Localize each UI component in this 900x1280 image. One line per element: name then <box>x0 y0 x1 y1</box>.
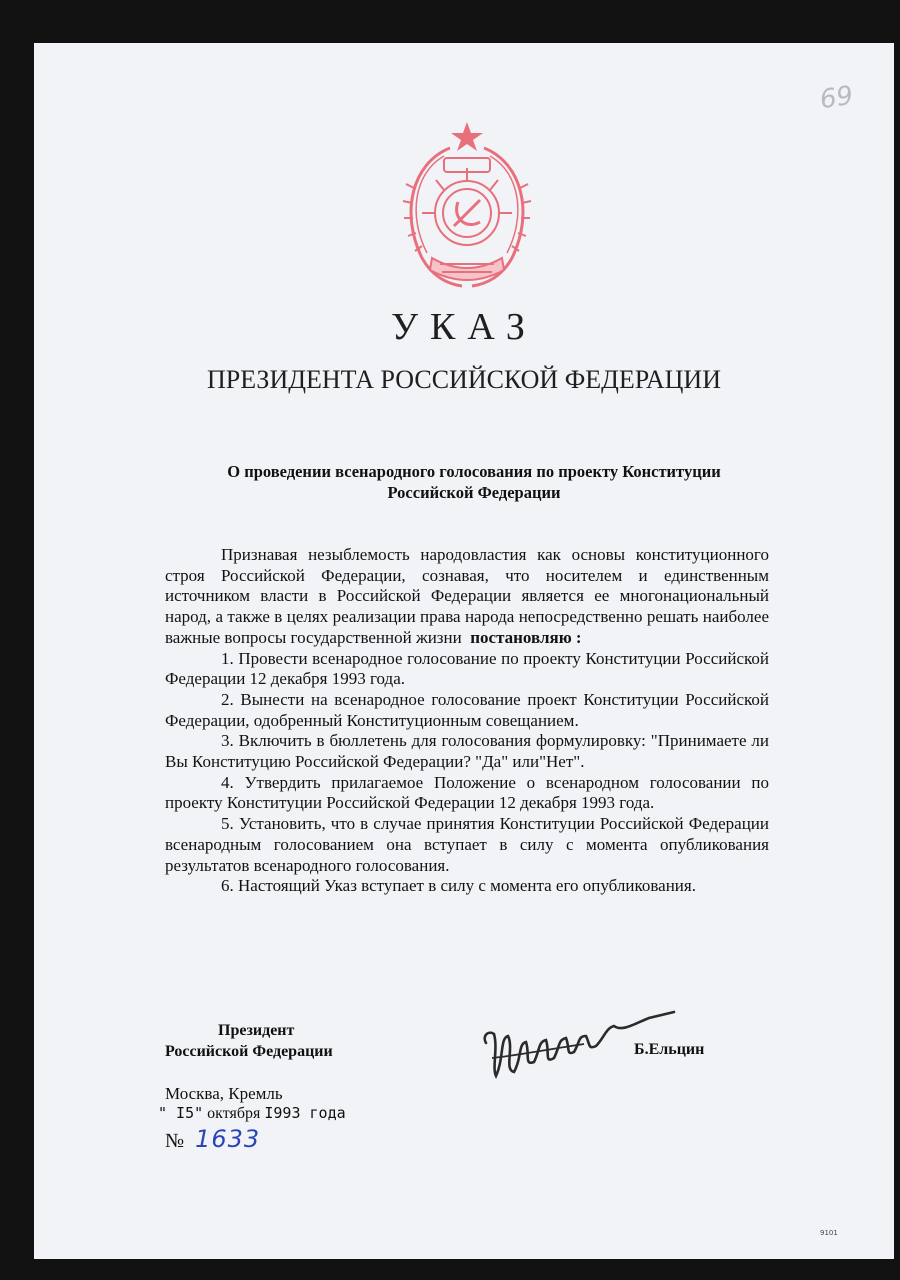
decree-item-2: 2. Вынести на всенародное голосование проект Конституции Российской Федерации, одобренный Конституционным совещанием. <box>165 689 769 730</box>
decree-title: УКАЗ <box>391 306 537 348</box>
signatory-title <box>165 1020 333 1062</box>
coat-of-arms-emblem <box>392 118 542 298</box>
decree-item-5: 5. Установить, что в случае принятия Конституции Российской Федерации всенародным голосованием она вступает в силу с момента опубликования результатов всенародного голосования. <box>165 814 769 875</box>
heading-line-2: Российской Федерации <box>387 483 561 502</box>
signing-place: Москва, Кремль <box>165 1084 283 1103</box>
date-day: " I5" <box>158 1104 204 1122</box>
decree-subtitle: ПРЕЗИДЕНТА РОССИЙСКОЙ ФЕДЕРАЦИИ <box>207 365 721 394</box>
signatory-name: Б.Ельцин <box>634 1041 705 1058</box>
decree-body <box>165 545 769 897</box>
decree-heading <box>174 461 774 503</box>
date-month: октября <box>207 1105 261 1122</box>
decree-item-4: 4. Утвердить прилагаемое Положение о всенародном голосовании по проекту Конституции Российской Федерации 12 декабря 1993 года. <box>165 772 769 813</box>
intro-paragraph <box>165 545 769 649</box>
date-year: I993 года <box>264 1104 346 1122</box>
intro-text: Признавая незыблемость народовластия как основы конституционного строя Российской Федерации, сознавая, что носителем и единственным источником власти в Российской Федерации является ее многонациональный народ, а также в целях реализации права народа непосредственно решать наиболее важные вопросы государственной жизни <box>165 545 769 647</box>
decree-item-3: 3. Включить в бюллетень для голосования формулировку: "Принимаете ли Вы Конституцию Российской Федерации? "Да" или"Нет". <box>165 731 769 772</box>
signatory-title-line-2: Российской Федерации <box>165 1043 333 1060</box>
decree-number <box>165 1125 260 1153</box>
heading-line-1: О проведении всенародного голосования по проекту Конституции <box>227 462 721 481</box>
decree-item-1: 1. Провести всенародное голосование по проекту Конституции Российской Федерации 12 декабря 1993 года. <box>165 648 769 689</box>
signing-date <box>158 1104 346 1123</box>
document-page <box>34 43 894 1259</box>
number-sign: № <box>165 1130 185 1152</box>
intro-resolution: постановляю : <box>470 627 582 647</box>
print-code: 9101 <box>820 1229 838 1237</box>
signatory-title-line-1: Президент <box>218 1022 295 1039</box>
decree-item-6: 6. Настоящий Указ вступает в силу с момента его опубликования. <box>221 876 696 896</box>
archive-page-number: 69 <box>818 80 856 116</box>
handwritten-number: 1633 <box>195 1125 261 1153</box>
